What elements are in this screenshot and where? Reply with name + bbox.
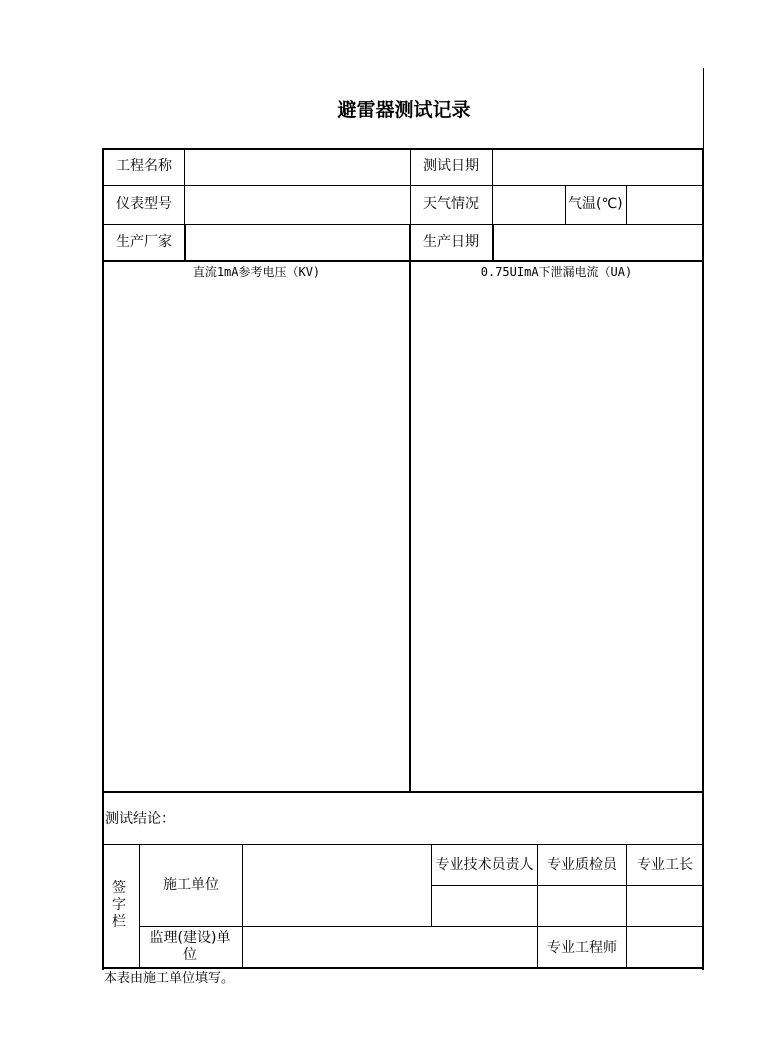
col-line	[410, 150, 411, 225]
weather-value[interactable]	[494, 187, 564, 223]
table-border-top	[102, 148, 704, 150]
table-border-bottom	[102, 967, 704, 969]
test-conclusion-value[interactable]	[180, 795, 701, 843]
col-line	[626, 185, 627, 225]
instrument-model-value[interactable]	[186, 187, 409, 223]
col-line	[492, 224, 494, 261]
dc-reference-voltage-area[interactable]	[104, 282, 409, 791]
row-line	[139, 926, 703, 927]
foreman-label: 专业工长	[637, 857, 693, 873]
col-line	[184, 224, 186, 261]
row-line	[102, 224, 704, 225]
production-date-label: 生产日期	[423, 234, 479, 250]
quality-inspector-label: 专业质检员	[547, 857, 617, 873]
quality-inspector-signature[interactable]	[539, 887, 625, 925]
test-date-value[interactable]	[494, 151, 701, 184]
tech-lead-signature[interactable]	[433, 887, 536, 925]
engineer-label: 专业工程师	[547, 940, 617, 956]
supervision-unit-signature[interactable]	[244, 928, 536, 966]
project-name-label: 工程名称	[116, 158, 172, 174]
page-edge-line	[703, 68, 704, 150]
instrument-model-label: 仪表型号	[116, 196, 172, 212]
signature-section-label: 签字栏	[112, 880, 126, 930]
row-line	[102, 791, 704, 793]
footer-note: 本表由施工单位填写。	[104, 971, 235, 986]
temperature-value[interactable]	[628, 187, 701, 223]
col-line	[139, 844, 140, 968]
dc-reference-voltage-header: 直流1mA参考电压（KV)	[192, 265, 321, 279]
construction-unit-label: 施工单位	[163, 877, 219, 893]
row-line	[102, 844, 704, 845]
test-conclusion-label: 测试结论：	[105, 811, 175, 827]
row-line	[431, 885, 703, 886]
leakage-current-area[interactable]	[411, 282, 702, 791]
col-line	[565, 185, 566, 225]
row-line	[102, 260, 704, 262]
page-title: 避雷器测试记录	[337, 99, 471, 121]
foreman-signature[interactable]	[628, 887, 701, 925]
col-line	[242, 844, 243, 968]
construction-unit-signature[interactable]	[244, 846, 430, 925]
temperature-label: 气温(℃)	[568, 196, 623, 212]
col-line	[409, 224, 411, 261]
engineer-signature[interactable]	[628, 928, 701, 966]
project-name-value[interactable]	[186, 151, 409, 184]
tech-lead-label: 专业技术员责人	[435, 857, 534, 873]
weather-label: 天气情况	[423, 196, 479, 212]
manufacturer-label: 生产厂家	[116, 234, 172, 250]
row-line	[102, 185, 704, 186]
production-date-value[interactable]	[496, 226, 701, 259]
supervision-unit-label: 监理(建设)单位	[149, 930, 231, 963]
table-border-right	[702, 148, 704, 970]
test-date-label: 测试日期	[423, 158, 479, 174]
col-line	[184, 150, 185, 225]
leakage-current-header: 0.75UImA下泄漏电流（UA)	[480, 265, 633, 279]
manufacturer-value[interactable]	[188, 226, 408, 259]
col-line	[492, 150, 493, 225]
